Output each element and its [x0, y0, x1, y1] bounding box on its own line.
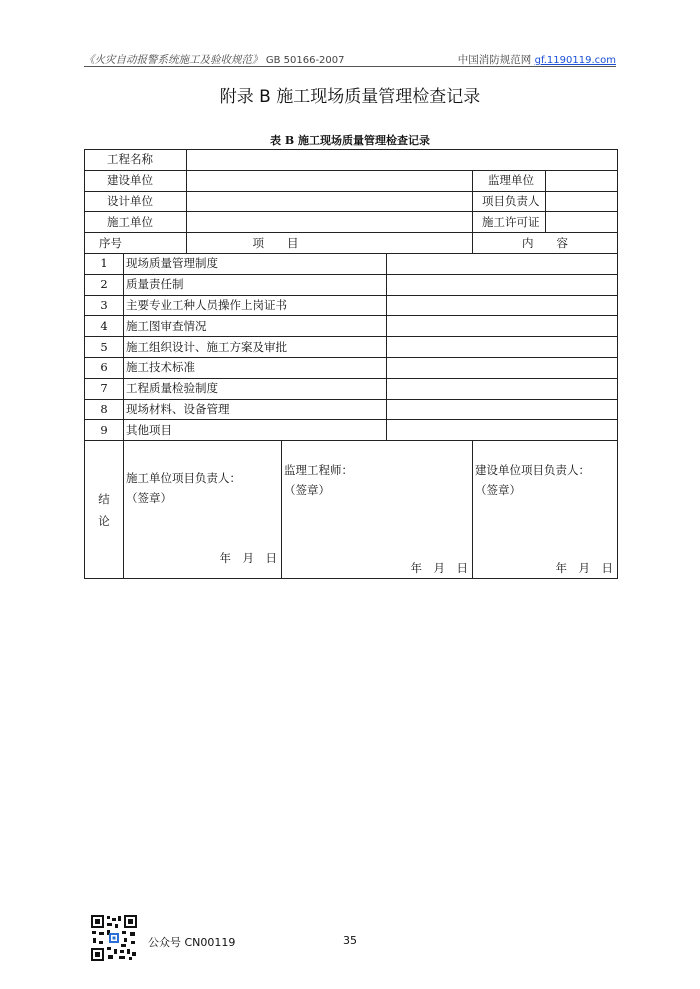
design-unit-field[interactable]	[187, 191, 473, 212]
permit-label: 施工许可证	[473, 212, 546, 233]
header-right	[458, 52, 616, 67]
permit-field[interactable]	[546, 212, 618, 233]
table-row	[85, 420, 618, 441]
col-header-no	[85, 233, 187, 254]
item-content-field[interactable]	[387, 357, 618, 378]
supervisor-signature-cell[interactable]	[282, 441, 473, 579]
item-label: 工程质量检验制度	[124, 378, 387, 399]
builder-seal-label: （签章）	[126, 491, 172, 506]
supervision-unit-field[interactable]	[546, 170, 618, 191]
conclusion-label-1: 结	[98, 491, 110, 506]
site-link[interactable]: gf.1190119.com	[534, 55, 616, 66]
supervisor-date-label: 年 月 日	[410, 561, 468, 576]
item-no: 3	[85, 295, 124, 316]
item-label: 主要专业工种人员操作上岗证书	[124, 295, 387, 316]
item-no: 8	[85, 399, 124, 420]
item-label: 施工组织设计、施工方案及审批	[124, 337, 387, 358]
builder-unit-field[interactable]	[187, 212, 473, 233]
item-label: 其他项目	[124, 420, 387, 441]
project-manager-field[interactable]	[546, 191, 618, 212]
item-content-field[interactable]	[387, 378, 618, 399]
item-no: 4	[85, 316, 124, 337]
project-manager-label: 项目负责人	[473, 191, 546, 212]
item-content-field[interactable]	[387, 316, 618, 337]
item-content-field[interactable]	[387, 295, 618, 316]
project-name-label: 工程名称	[85, 150, 187, 171]
item-label: 现场质量管理制度	[124, 253, 387, 274]
item-label: 质量责任制	[124, 274, 387, 295]
item-content-field[interactable]	[387, 420, 618, 441]
item-content-field[interactable]	[387, 337, 618, 358]
owner-signer-label: 建设单位项目负责人：	[475, 463, 590, 478]
table-row	[85, 357, 618, 378]
item-content-field[interactable]	[387, 274, 618, 295]
page-number: 35	[343, 934, 357, 947]
design-unit-label: 设计单位	[85, 191, 187, 212]
builder-signature-cell[interactable]	[124, 441, 282, 579]
table-row	[85, 295, 618, 316]
standard-title: 《火灾自动报警系统施工及验收规范》	[84, 54, 263, 66]
supervisor-seal-label: （签章）	[284, 483, 330, 498]
table-row	[85, 274, 618, 295]
qr-code-icon	[90, 914, 138, 962]
table-caption: 表 B 施工现场质量管理检查记录	[270, 134, 430, 147]
table-row	[85, 253, 618, 274]
col-header-no-text: 序号	[99, 235, 122, 250]
construction-unit-field[interactable]	[187, 170, 473, 191]
supervision-unit-label: 监理单位	[473, 170, 546, 191]
table-row	[85, 212, 618, 233]
item-no: 5	[85, 337, 124, 358]
conclusion-label	[85, 441, 124, 579]
table-row	[85, 337, 618, 358]
table-row	[85, 316, 618, 337]
table-row	[85, 191, 618, 212]
table-header-row	[85, 233, 618, 254]
header-left	[84, 52, 345, 67]
item-content-field[interactable]	[387, 399, 618, 420]
item-content-field[interactable]	[387, 253, 618, 274]
item-label: 现场材料、设备管理	[124, 399, 387, 420]
project-name-field[interactable]	[187, 150, 618, 171]
table-row	[85, 150, 618, 171]
owner-date-label: 年 月 日	[555, 561, 613, 576]
owner-seal-label: （签章）	[475, 483, 521, 498]
conclusion-label-2: 论	[98, 513, 110, 528]
standard-code: GB 50166-2007	[265, 55, 345, 66]
builder-signer-label: 施工单位项目负责人：	[126, 471, 241, 486]
item-no: 1	[85, 253, 124, 274]
construction-unit-label: 建设单位	[85, 170, 187, 191]
item-no: 9	[85, 420, 124, 441]
wechat-account: 公众号 CN00119	[148, 936, 236, 949]
item-no: 7	[85, 378, 124, 399]
conclusion-row	[85, 441, 618, 579]
builder-date-label: 年 月 日	[219, 551, 277, 566]
item-no: 6	[85, 357, 124, 378]
col-header-content: 内 容	[473, 233, 618, 254]
builder-unit-label: 施工单位	[85, 212, 187, 233]
item-no: 2	[85, 274, 124, 295]
table-row	[85, 399, 618, 420]
site-name: 中国消防规范网	[457, 54, 532, 66]
owner-signature-cell[interactable]	[473, 441, 618, 579]
header-divider	[84, 66, 616, 67]
table-row	[85, 378, 618, 399]
item-label: 施工技术标准	[124, 357, 387, 378]
item-label: 施工图审查情况	[124, 316, 387, 337]
col-header-item: 项 目	[187, 233, 473, 254]
quality-check-table	[84, 149, 618, 579]
table-row	[85, 170, 618, 191]
supervisor-signer-label: 监理工程师：	[284, 463, 353, 478]
page-title: 附录 B 施工现场质量管理检查记录	[219, 87, 481, 107]
